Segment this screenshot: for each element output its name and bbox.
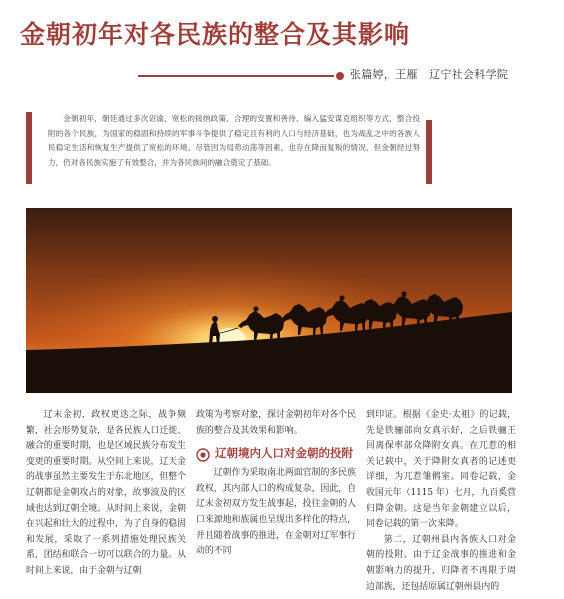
byline-dot bbox=[336, 72, 344, 80]
article-photo bbox=[26, 208, 512, 393]
camel-caravan-photo bbox=[26, 208, 512, 393]
article-title: 金朝初年对各民族的整合及其影响 bbox=[20, 20, 411, 49]
section-title: 辽朝境内人口对金朝的投附 bbox=[215, 446, 353, 461]
rider-2 bbox=[339, 295, 344, 300]
abstract-text: 金朝初年，朝廷通过多次诏谕、宽松的接纳政策、合理的安置和善待、编入猛安谋克组织等方式，整合投附的各个民族，为国家的稳固和持续的军事斗争提供了稳定且有利的人口与经济基础，也为战乱之中的各族人民稳定生活和恢复生产提供了宽松的环境。尽管因为局势动荡等因素，也存在降而复叛的情况，但金朝经过努力，仍对各民族实施了有效整合，并为各民族间的融合奠定了基础。 bbox=[48, 114, 420, 167]
body-paragraph: 政策为考察对象，探讨金朝初年对各个民族的整合及其效果和影响。 bbox=[196, 410, 356, 436]
article-byline: 张篇婷，王雁 辽宁社会科学院 bbox=[350, 68, 509, 81]
body-paragraph: 辽末金初，政权更迭之际，战争频繁，社会形势复杂，是各民族人口迁徙、融合的重要时期，也是区域民族分布发生变更的重要时期。从空间上来说，辽天金的战事虽然主要发生于东北地区，但整个辽朝都是金朝攻占的对象，故事波及的区域也达到辽朝全境。从时间上来说，金朝在兴起和壮大的过程中，为了自身的稳固和发展，采取了一系列措施处理民族关系，团结和联合一切可以联合的力量。从时间上来说，由于金朝与辽朝 bbox=[26, 410, 186, 576]
section-heading bbox=[196, 445, 356, 462]
rider-3 bbox=[401, 291, 406, 296]
abstract-bar-left bbox=[26, 112, 32, 184]
body-paragraph: 第二，辽朝州县内各族人口对金朝的投附。由于辽金战事的推进和金朝影响力的提升，归降者不再限于周边部族，还包括原属辽朝州县内的 bbox=[366, 534, 516, 592]
abstract-bar-right bbox=[426, 120, 432, 184]
body-paragraph: 辽朝作为采取南北两面官制的多民族政权，其内部人口的构成复杂，因此，自辽末金初双方发生战事起，投往金朝的人口来源地和族属也呈现出多样化的特点，并且随着战事的推进，在金朝对辽军事行动的不同 bbox=[196, 468, 356, 557]
target-circle-icon bbox=[196, 448, 210, 462]
byline-rule bbox=[138, 75, 334, 77]
caravan-leader-head bbox=[212, 316, 218, 322]
body-column-3 bbox=[366, 408, 516, 595]
body-column-1 bbox=[26, 408, 186, 580]
body-paragraph: 到印证。根据《金史·太祖》的记载，先是铁骊部向女真示好，之后铁骊王回离保率部众降附女真。在兀惹的相关记载中，关于降附女真者的记述更详细，为兀惹雏鹘室。同卷记载，金收国元年（1115 年）七月，九百奚营归降金朝。这是当年金朝建立以后，同卷记载的第一次来降。 bbox=[366, 410, 516, 530]
article-abstract bbox=[48, 112, 420, 170]
body-column-2 bbox=[196, 408, 356, 560]
rider-1 bbox=[253, 306, 258, 311]
